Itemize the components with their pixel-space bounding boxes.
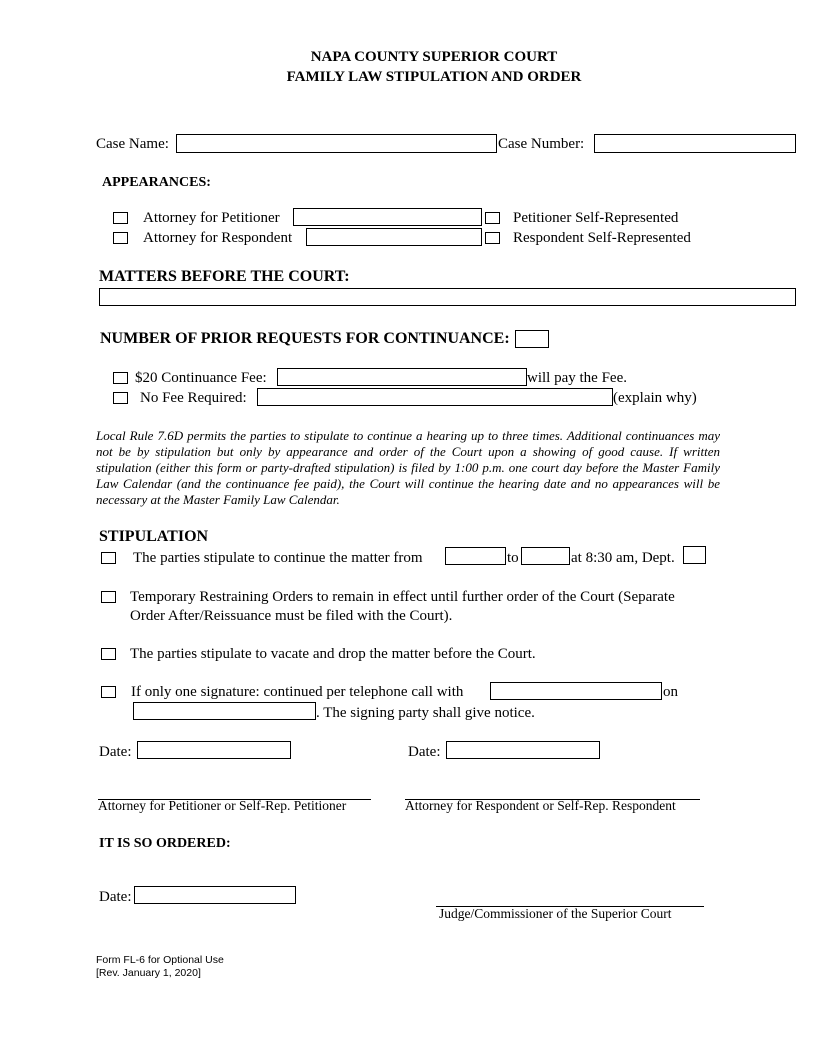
atty-respondent-field[interactable] xyxy=(306,228,482,246)
respondent-self-label: Respondent Self-Represented xyxy=(513,230,691,246)
order-date-label: Date: xyxy=(99,889,132,905)
tro-text-line1: Temporary Restraining Orders to remain in effect until further order of the Court (Separate xyxy=(130,589,675,605)
form-number: Form FL-6 for Optional Use xyxy=(96,954,224,966)
continue-to-field[interactable] xyxy=(521,547,570,565)
revision-date: [Rev. January 1, 2020] xyxy=(96,967,201,979)
vacate-checkbox[interactable] xyxy=(101,648,116,660)
petitioner-self-checkbox[interactable] xyxy=(485,212,500,224)
continuance-fee-field[interactable] xyxy=(277,368,527,386)
telephone-with-field[interactable] xyxy=(490,682,662,700)
appearances-heading: APPEARANCES: xyxy=(102,175,211,190)
stipulation-heading: STIPULATION xyxy=(99,528,209,545)
no-fee-checkbox[interactable] xyxy=(113,392,128,404)
notice-text: . The signing party shall give notice. xyxy=(316,705,535,721)
no-fee-field[interactable] xyxy=(257,388,613,406)
atty-petitioner-field[interactable] xyxy=(293,208,482,226)
matters-heading: MATTERS BEFORE THE COURT: xyxy=(99,268,350,285)
petitioner-date-field[interactable] xyxy=(137,741,291,759)
atty-petitioner-checkbox[interactable] xyxy=(113,212,128,224)
court-name: NAPA COUNTY SUPERIOR COURT xyxy=(310,49,558,65)
prior-requests-field[interactable] xyxy=(515,330,549,348)
petitioner-signature-caption: Attorney for Petitioner or Self-Rep. Petitioner xyxy=(98,798,347,813)
telephone-text: If only one signature: continued per telephone call with xyxy=(131,684,464,700)
respondent-signature-caption: Attorney for Respondent or Self-Rep. Respondent xyxy=(405,798,676,813)
continue-from-field[interactable] xyxy=(445,547,506,565)
form-title: FAMILY LAW STIPULATION AND ORDER xyxy=(286,69,582,85)
atty-petitioner-label: Attorney for Petitioner xyxy=(143,210,280,226)
case-number-label: Case Number: xyxy=(498,136,585,152)
case-name-field[interactable] xyxy=(176,134,497,153)
telephone-checkbox[interactable] xyxy=(101,686,116,698)
case-name-label: Case Name: xyxy=(96,136,169,152)
telephone-on-text: on xyxy=(663,684,678,700)
tro-text-line2: Order After/Reissuance must be filed with the Court). xyxy=(130,608,453,624)
vacate-text: The parties stipulate to vacate and drop the matter before the Court. xyxy=(130,646,536,662)
no-fee-label: No Fee Required: xyxy=(140,390,247,406)
case-number-field[interactable] xyxy=(594,134,796,153)
telephone-date-field[interactable] xyxy=(133,702,316,720)
matters-field[interactable] xyxy=(99,288,796,306)
respondent-self-checkbox[interactable] xyxy=(485,232,500,244)
order-date-field[interactable] xyxy=(134,886,296,904)
continue-to-text: to xyxy=(507,550,519,566)
local-rule-paragraph: Local Rule 7.6D permits the parties to stipulate to continue a hearing up to three times. Additional continuances may not be by stipulation but only by appearance and order of the Court upon a showing of good cause. If written stipulation (either this form or party-drafted stipulation) is filed by 1:00 p.m. one court day before the Master Family Law Calendar (and the continuance fee paid), the Court will continue the hearing date and no appearances will be necessary at the Master Family Law Calendar. xyxy=(96,428,720,507)
respondent-date-field[interactable] xyxy=(446,741,600,759)
atty-respondent-checkbox[interactable] xyxy=(113,232,128,244)
dept-field[interactable] xyxy=(683,546,706,564)
prior-requests-heading: NUMBER OF PRIOR REQUESTS FOR CONTINUANCE: xyxy=(100,330,510,347)
will-pay-text: will pay the Fee. xyxy=(527,370,627,386)
tro-checkbox[interactable] xyxy=(101,591,116,603)
continue-text: The parties stipulate to continue the matter from xyxy=(133,550,423,566)
order-heading: IT IS SO ORDERED: xyxy=(99,836,231,851)
continuance-fee-label: $20 Continuance Fee: xyxy=(135,370,267,386)
atty-respondent-label: Attorney for Respondent xyxy=(143,230,293,246)
explain-text: (explain why) xyxy=(613,390,697,406)
continuance-fee-checkbox[interactable] xyxy=(113,372,128,384)
judge-signature-caption: Judge/Commissioner of the Superior Court xyxy=(439,906,672,921)
continue-checkbox[interactable] xyxy=(101,552,116,564)
continue-time-text: at 8:30 am, Dept. xyxy=(571,550,675,566)
respondent-date-label: Date: xyxy=(408,744,441,760)
petitioner-date-label: Date: xyxy=(99,744,132,760)
petitioner-self-label: Petitioner Self-Represented xyxy=(513,210,679,226)
